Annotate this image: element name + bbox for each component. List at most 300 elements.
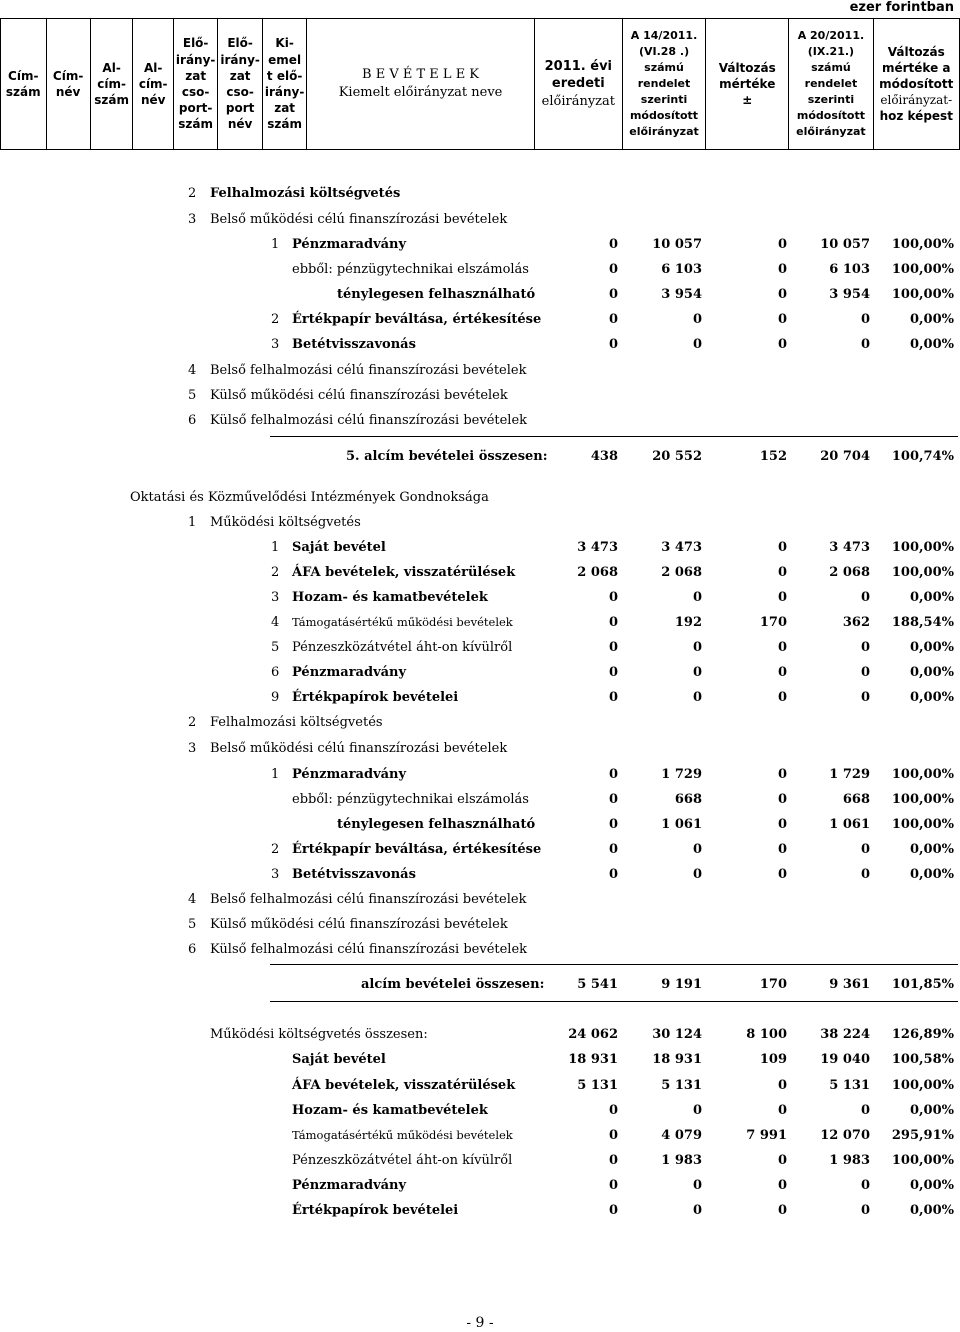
table-row	[0, 449, 960, 469]
header-line: Változás	[718, 60, 776, 75]
table-row	[0, 237, 960, 257]
header-line: rendelet	[637, 77, 691, 91]
value-modositott-a20: 0	[860, 590, 870, 605]
value-modositott-a20: 0	[860, 1203, 870, 1218]
table-row	[0, 312, 960, 332]
row-label: Pénzmaradvány	[292, 1178, 407, 1193]
header-alcimnev	[133, 19, 173, 150]
value-eredeti: 0	[608, 262, 618, 277]
table-row	[0, 665, 960, 685]
row-code: 1	[271, 237, 280, 252]
value-modositott-a20: 0	[860, 640, 870, 655]
value-modositott-a20: 6 103	[829, 262, 870, 277]
header-line: (VI.28 .)	[638, 45, 690, 59]
value-valtozas-pct: 0,00%	[909, 842, 954, 857]
row-label: Saját bevétel	[292, 1052, 386, 1067]
row-code: 3	[271, 590, 280, 605]
table-row	[0, 287, 960, 307]
value-valtozas-pct: 188,54%	[891, 615, 954, 630]
row-label: Külső felhalmozási célú finanszírozási bevételek	[210, 942, 528, 957]
table-row	[0, 1178, 960, 1198]
header-valtozas	[706, 19, 789, 150]
table-row	[0, 590, 960, 610]
header-line: előirányzat	[629, 124, 699, 138]
table-row	[0, 186, 960, 206]
value-valtozas-pct: 100,00%	[891, 792, 954, 807]
value-modositott-a14: 0	[692, 1103, 702, 1118]
header-line: eredeti	[551, 76, 605, 92]
value-valtozas: 170	[759, 615, 787, 630]
value-modositott-a14: 0	[692, 665, 702, 680]
row-code: 3	[188, 741, 197, 756]
value-modositott-a14: 192	[674, 615, 702, 630]
row-label: Pénzeszközátvétel áht-on kívülről	[292, 640, 513, 655]
value-valtozas: 7 991	[746, 1128, 787, 1143]
header-line: előirányzat-	[880, 93, 953, 108]
table-row	[0, 413, 960, 433]
row-label: Felhalmozási költségvetés	[210, 715, 383, 730]
value-modositott-a14: 18 931	[652, 1052, 702, 1067]
value-valtozas-pct: 295,91%	[891, 1128, 954, 1143]
value-valtozas-pct: 100,00%	[891, 287, 954, 302]
value-valtozas-pct: 100,00%	[891, 565, 954, 580]
row-label: Értékpapírok bevételei	[292, 1203, 459, 1218]
table-row	[0, 690, 960, 710]
value-modositott-a14: 0	[692, 590, 702, 605]
value-eredeti: 0	[608, 1203, 618, 1218]
value-modositott-a20: 0	[860, 1103, 870, 1118]
header-cimszam	[1, 19, 47, 150]
value-modositott-a14: 0	[692, 640, 702, 655]
table-row	[0, 842, 960, 862]
value-modositott-a20: 1 983	[829, 1153, 870, 1168]
header-line: mértéke a	[882, 60, 951, 75]
value-valtozas-pct: 0,00%	[909, 1103, 954, 1118]
value-modositott-a14: 1 061	[661, 817, 702, 832]
value-modositott-a20: 19 040	[820, 1052, 870, 1067]
header-line: Al-	[144, 60, 163, 75]
header-a14	[622, 19, 705, 150]
row-label: alcím bevételei összesen:	[361, 977, 545, 992]
row-label: ÁFA bevételek, visszatérülések	[292, 1078, 516, 1093]
header-line: Cím-	[8, 68, 39, 83]
row-code: 3	[188, 212, 197, 227]
row-label: Pénzmaradvány	[292, 767, 407, 782]
row-label: Működési költségvetés összesen:	[210, 1027, 428, 1042]
value-modositott-a20: 1 729	[829, 767, 870, 782]
value-modositott-a14: 6 103	[661, 262, 702, 277]
value-modositott-a20: 12 070	[820, 1128, 870, 1143]
value-eredeti: 18 931	[568, 1052, 618, 1067]
table-row	[0, 1078, 960, 1098]
table-row	[0, 977, 960, 997]
value-valtozas: 0	[777, 287, 787, 302]
header-alcimszam	[90, 19, 133, 150]
value-valtozas: 0	[777, 312, 787, 327]
value-valtozas: 0	[777, 337, 787, 352]
value-modositott-a20: 0	[860, 312, 870, 327]
header-csoportszam	[173, 19, 217, 150]
table-row	[0, 388, 960, 408]
value-valtozas: 0	[777, 842, 787, 857]
value-valtozas-pct: 0,00%	[909, 590, 954, 605]
row-label: 5. alcím bevételei összesen:	[346, 449, 548, 464]
value-valtozas-pct: 126,89%	[891, 1027, 954, 1042]
value-valtozas-pct: 100,00%	[891, 540, 954, 555]
value-valtozas-pct: 0,00%	[909, 867, 954, 882]
row-code: 2	[188, 186, 197, 201]
value-eredeti: 0	[608, 1178, 618, 1193]
table-row	[0, 1052, 960, 1072]
total-separator-line	[270, 1001, 958, 1002]
row-code: 4	[188, 892, 197, 907]
value-modositott-a20: 5 131	[829, 1078, 870, 1093]
header-line: név	[227, 117, 253, 132]
column-header-table	[0, 18, 960, 150]
row-code: 5	[188, 917, 197, 932]
value-modositott-a14: 0	[692, 842, 702, 857]
row-label: ÁFA bevételek, visszatérülések	[292, 565, 516, 580]
header-line: szám	[267, 117, 302, 132]
row-label: ebből: pénzügytechnikai elszámolás	[292, 262, 529, 277]
row-label: Hozam- és kamatbevételek	[292, 1103, 488, 1118]
header-line: A 20/2011.	[797, 29, 865, 43]
value-modositott-a20: 0	[860, 842, 870, 857]
value-valtozas: 0	[777, 767, 787, 782]
table-row	[0, 540, 960, 560]
value-modositott-a20: 0	[860, 867, 870, 882]
value-modositott-a20: 0	[860, 337, 870, 352]
header-line: mértéke	[719, 76, 776, 91]
header-line: számú	[811, 61, 851, 75]
value-eredeti: 0	[608, 767, 618, 782]
table-row	[0, 942, 960, 962]
value-valtozas-pct: 0,00%	[909, 1178, 954, 1193]
value-valtozas-pct: 0,00%	[909, 665, 954, 680]
row-label: Pénzeszközátvétel áht-on kívülről	[292, 1153, 513, 1168]
value-eredeti: 0	[608, 690, 618, 705]
table-row	[0, 767, 960, 787]
header-line: szerinti	[807, 92, 855, 106]
unit-note: ezer forintban	[849, 0, 954, 15]
table-row	[0, 715, 960, 735]
total-separator-line	[270, 964, 958, 965]
value-eredeti: 0	[608, 1153, 618, 1168]
value-modositott-a20: 3 954	[829, 287, 870, 302]
value-eredeti: 5 131	[577, 1078, 618, 1093]
header-line: ±	[742, 93, 753, 108]
bevetelek-subtitle: Kiemelt előirányzat neve	[338, 85, 503, 100]
total-separator-line	[270, 436, 958, 437]
table-row	[0, 1203, 960, 1223]
value-valtozas: 170	[759, 977, 787, 992]
value-modositott-a20: 20 704	[820, 449, 870, 464]
value-modositott-a20: 1 061	[829, 817, 870, 832]
value-valtozas: 0	[777, 540, 787, 555]
value-valtozas: 0	[777, 1203, 787, 1218]
header-kiemelt-szam	[262, 19, 306, 150]
value-eredeti: 0	[608, 867, 618, 882]
row-code: 1	[271, 540, 280, 555]
header-line: előirányzat	[796, 124, 866, 138]
value-modositott-a14: 0	[692, 337, 702, 352]
row-code: 2	[271, 312, 280, 327]
row-code: 2	[271, 842, 280, 857]
value-valtozas: 0	[777, 817, 787, 832]
value-valtozas: 0	[777, 262, 787, 277]
value-eredeti: 0	[608, 1103, 618, 1118]
table-row	[0, 1103, 960, 1123]
header-line: irány-	[220, 52, 260, 67]
header-line: számú	[644, 61, 684, 75]
header-line: 2011. évi	[544, 58, 613, 74]
row-label: Belső működési célú finanszírozási bevételek	[210, 741, 508, 756]
header-eredeti	[534, 19, 622, 150]
value-eredeti: 0	[608, 615, 618, 630]
row-label: Külső felhalmozási célú finanszírozási bevételek	[210, 413, 528, 428]
value-modositott-a20: 668	[842, 792, 870, 807]
table-row	[0, 867, 960, 887]
header-line: emel	[268, 52, 302, 67]
value-modositott-a20: 9 361	[829, 977, 870, 992]
value-eredeti: 0	[608, 1128, 618, 1143]
value-eredeti: 0	[608, 337, 618, 352]
header-line: Cím-	[52, 68, 84, 83]
header-line: név	[140, 93, 166, 108]
row-code: 6	[188, 413, 197, 428]
value-modositott-a14: 3 473	[661, 540, 702, 555]
header-line: cso-	[226, 85, 254, 99]
row-label: Támogatásértékű működési bevételek	[292, 1128, 513, 1142]
header-line: Elő-	[227, 36, 253, 51]
value-modositott-a14: 2 068	[661, 565, 702, 580]
header-line: cím-	[138, 76, 168, 91]
value-eredeti: 0	[608, 792, 618, 807]
value-valtozas: 152	[759, 449, 787, 464]
value-valtozas-pct: 0,00%	[909, 312, 954, 327]
table-row	[0, 490, 960, 510]
value-valtozas: 0	[777, 1153, 787, 1168]
table-row	[0, 262, 960, 282]
row-code: 2	[271, 565, 280, 580]
value-modositott-a20: 2 068	[829, 565, 870, 580]
value-eredeti: 0	[608, 237, 618, 252]
row-code: 5	[271, 640, 280, 655]
value-modositott-a14: 668	[674, 792, 702, 807]
value-valtozas: 109	[759, 1052, 787, 1067]
header-line: zat	[229, 68, 251, 83]
row-label: Betétvisszavonás	[292, 867, 416, 882]
value-valtozas-pct: 0,00%	[909, 1203, 954, 1218]
value-valtozas-pct: 100,00%	[891, 1078, 954, 1093]
value-valtozas-pct: 100,00%	[891, 237, 954, 252]
header-line: A 14/2011.	[630, 29, 698, 43]
row-code: 5	[188, 388, 197, 403]
value-valtozas-pct: 100,58%	[891, 1052, 954, 1067]
value-valtozas-pct: 101,85%	[891, 977, 954, 992]
row-code: 6	[188, 942, 197, 957]
table-row	[0, 741, 960, 761]
row-label: Támogatásértékű működési bevételek	[292, 615, 513, 629]
value-valtozas: 0	[777, 590, 787, 605]
table-row	[0, 817, 960, 837]
value-valtozas: 0	[777, 792, 787, 807]
row-label: ténylegesen felhasználható	[337, 287, 536, 302]
row-label: Külső működési célú finanszírozási bevételek	[210, 388, 508, 403]
header-line: port-	[178, 101, 213, 116]
table-row	[0, 515, 960, 535]
row-label: ténylegesen felhasználható	[337, 817, 536, 832]
header-line: hoz képest	[879, 109, 953, 124]
row-code: 3	[271, 337, 280, 352]
header-line: irány-	[175, 52, 216, 67]
header-line: módosított	[796, 108, 865, 122]
header-line: Ki-	[275, 36, 294, 51]
value-eredeti: 0	[608, 287, 618, 302]
value-eredeti: 0	[608, 665, 618, 680]
row-label: Értékpapír beváltása, értékesítése	[292, 842, 542, 857]
value-valtozas: 0	[777, 1078, 787, 1093]
table-row	[0, 792, 960, 812]
value-modositott-a14: 30 124	[652, 1027, 702, 1042]
header-csoportnev	[218, 19, 262, 150]
value-modositott-a14: 0	[692, 312, 702, 327]
value-valtozas: 0	[777, 665, 787, 680]
header-line: (IX.21.)	[807, 45, 855, 59]
table-row	[0, 892, 960, 912]
header-valtozas-arany	[873, 19, 959, 150]
table-row	[0, 363, 960, 383]
value-modositott-a20: 0	[860, 1178, 870, 1193]
value-valtozas-pct: 100,00%	[891, 767, 954, 782]
value-modositott-a14: 0	[692, 1178, 702, 1193]
header-line: zat	[274, 101, 296, 116]
table-row	[0, 565, 960, 585]
table-row	[0, 1153, 960, 1173]
value-valtozas-pct: 100,00%	[891, 1153, 954, 1168]
header-line: Változás	[887, 44, 945, 59]
value-modositott-a20: 0	[860, 690, 870, 705]
value-valtozas: 8 100	[746, 1027, 787, 1042]
value-valtozas-pct: 100,00%	[891, 262, 954, 277]
row-code: 1	[271, 767, 280, 782]
row-label: Saját bevétel	[292, 540, 386, 555]
header-line: zat	[185, 68, 207, 83]
value-eredeti: 0	[608, 590, 618, 605]
value-modositott-a20: 362	[842, 615, 870, 630]
value-eredeti: 438	[590, 449, 618, 464]
value-modositott-a14: 0	[692, 867, 702, 882]
value-modositott-a14: 1 983	[661, 1153, 702, 1168]
value-valtozas-pct: 100,00%	[891, 817, 954, 832]
value-eredeti: 3 473	[577, 540, 618, 555]
value-valtozas-pct: 0,00%	[909, 337, 954, 352]
row-label: Felhalmozási költségvetés	[210, 186, 401, 201]
header-line: szám	[178, 117, 214, 132]
row-code: 1	[188, 515, 197, 530]
value-valtozas-pct: 100,74%	[891, 449, 954, 464]
value-modositott-a20: 3 473	[829, 540, 870, 555]
row-label: Külső működési célú finanszírozási bevételek	[210, 917, 508, 932]
header-line: rendelet	[804, 77, 858, 91]
value-modositott-a14: 0	[692, 690, 702, 705]
row-label: Értékpapírok bevételei	[292, 690, 459, 705]
header-line: szám	[5, 85, 41, 99]
value-eredeti: 24 062	[568, 1027, 618, 1042]
value-valtozas-pct: 0,00%	[909, 640, 954, 655]
row-label: Értékpapír beváltása, értékesítése	[292, 312, 542, 327]
table-row	[0, 615, 960, 635]
header-line: cso-	[181, 85, 210, 99]
header-line: szerinti	[640, 92, 688, 106]
header-bevetelek	[307, 19, 534, 150]
table-row	[0, 640, 960, 660]
value-modositott-a14: 0	[692, 1203, 702, 1218]
page-number: - 9 -	[466, 1315, 494, 1331]
row-code: 4	[188, 363, 197, 378]
row-label: Hozam- és kamatbevételek	[292, 590, 488, 605]
value-valtozas-pct: 0,00%	[909, 690, 954, 705]
table-row	[0, 212, 960, 232]
table-row	[0, 1027, 960, 1047]
row-label: ebből: pénzügytechnikai elszámolás	[292, 792, 529, 807]
header-line: port	[225, 101, 255, 116]
row-code: 4	[271, 615, 280, 630]
header-line: Al-	[102, 60, 121, 75]
value-modositott-a20: 0	[860, 665, 870, 680]
row-code: 9	[271, 690, 280, 705]
value-modositott-a14: 9 191	[661, 977, 702, 992]
header-line: módosított	[629, 108, 699, 122]
value-eredeti: 2 068	[577, 565, 618, 580]
value-modositott-a14: 1 729	[661, 767, 702, 782]
value-valtozas: 0	[777, 1178, 787, 1193]
header-cimnev	[46, 19, 90, 150]
header-line: Elő-	[182, 36, 209, 51]
value-modositott-a14: 4 079	[661, 1128, 702, 1143]
table-row	[0, 337, 960, 357]
value-valtozas: 0	[777, 867, 787, 882]
row-code: 3	[271, 867, 280, 882]
header-line: szám	[94, 93, 129, 108]
value-valtozas: 0	[777, 690, 787, 705]
value-valtozas: 0	[777, 640, 787, 655]
row-label: Belső felhalmozási célú finanszírozási bevételek	[210, 363, 527, 378]
header-line: módosított	[879, 76, 954, 91]
header-line: irány-	[264, 85, 305, 99]
value-valtozas: 0	[777, 237, 787, 252]
value-valtozas: 0	[777, 565, 787, 580]
row-label: Működési költségvetés	[210, 515, 361, 530]
value-eredeti: 0	[608, 817, 618, 832]
value-eredeti: 0	[608, 640, 618, 655]
value-modositott-a14: 10 057	[652, 237, 702, 252]
value-eredeti: 0	[608, 842, 618, 857]
header-line: előirányzat	[541, 93, 615, 109]
header-line: név	[55, 85, 81, 99]
value-eredeti: 5 541	[577, 977, 618, 992]
row-label: Betétvisszavonás	[292, 337, 416, 352]
row-label: Belső felhalmozási célú finanszírozási bevételek	[210, 892, 527, 907]
table-row	[0, 1128, 960, 1148]
value-valtozas: 0	[777, 1103, 787, 1118]
value-modositott-a20: 10 057	[820, 237, 870, 252]
value-modositott-a14: 5 131	[661, 1078, 702, 1093]
bevetelek-title: B E V É T E L E K	[362, 67, 480, 83]
row-label: Pénzmaradvány	[292, 237, 407, 252]
row-label: Pénzmaradvány	[292, 665, 407, 680]
value-modositott-a14: 3 954	[661, 287, 702, 302]
